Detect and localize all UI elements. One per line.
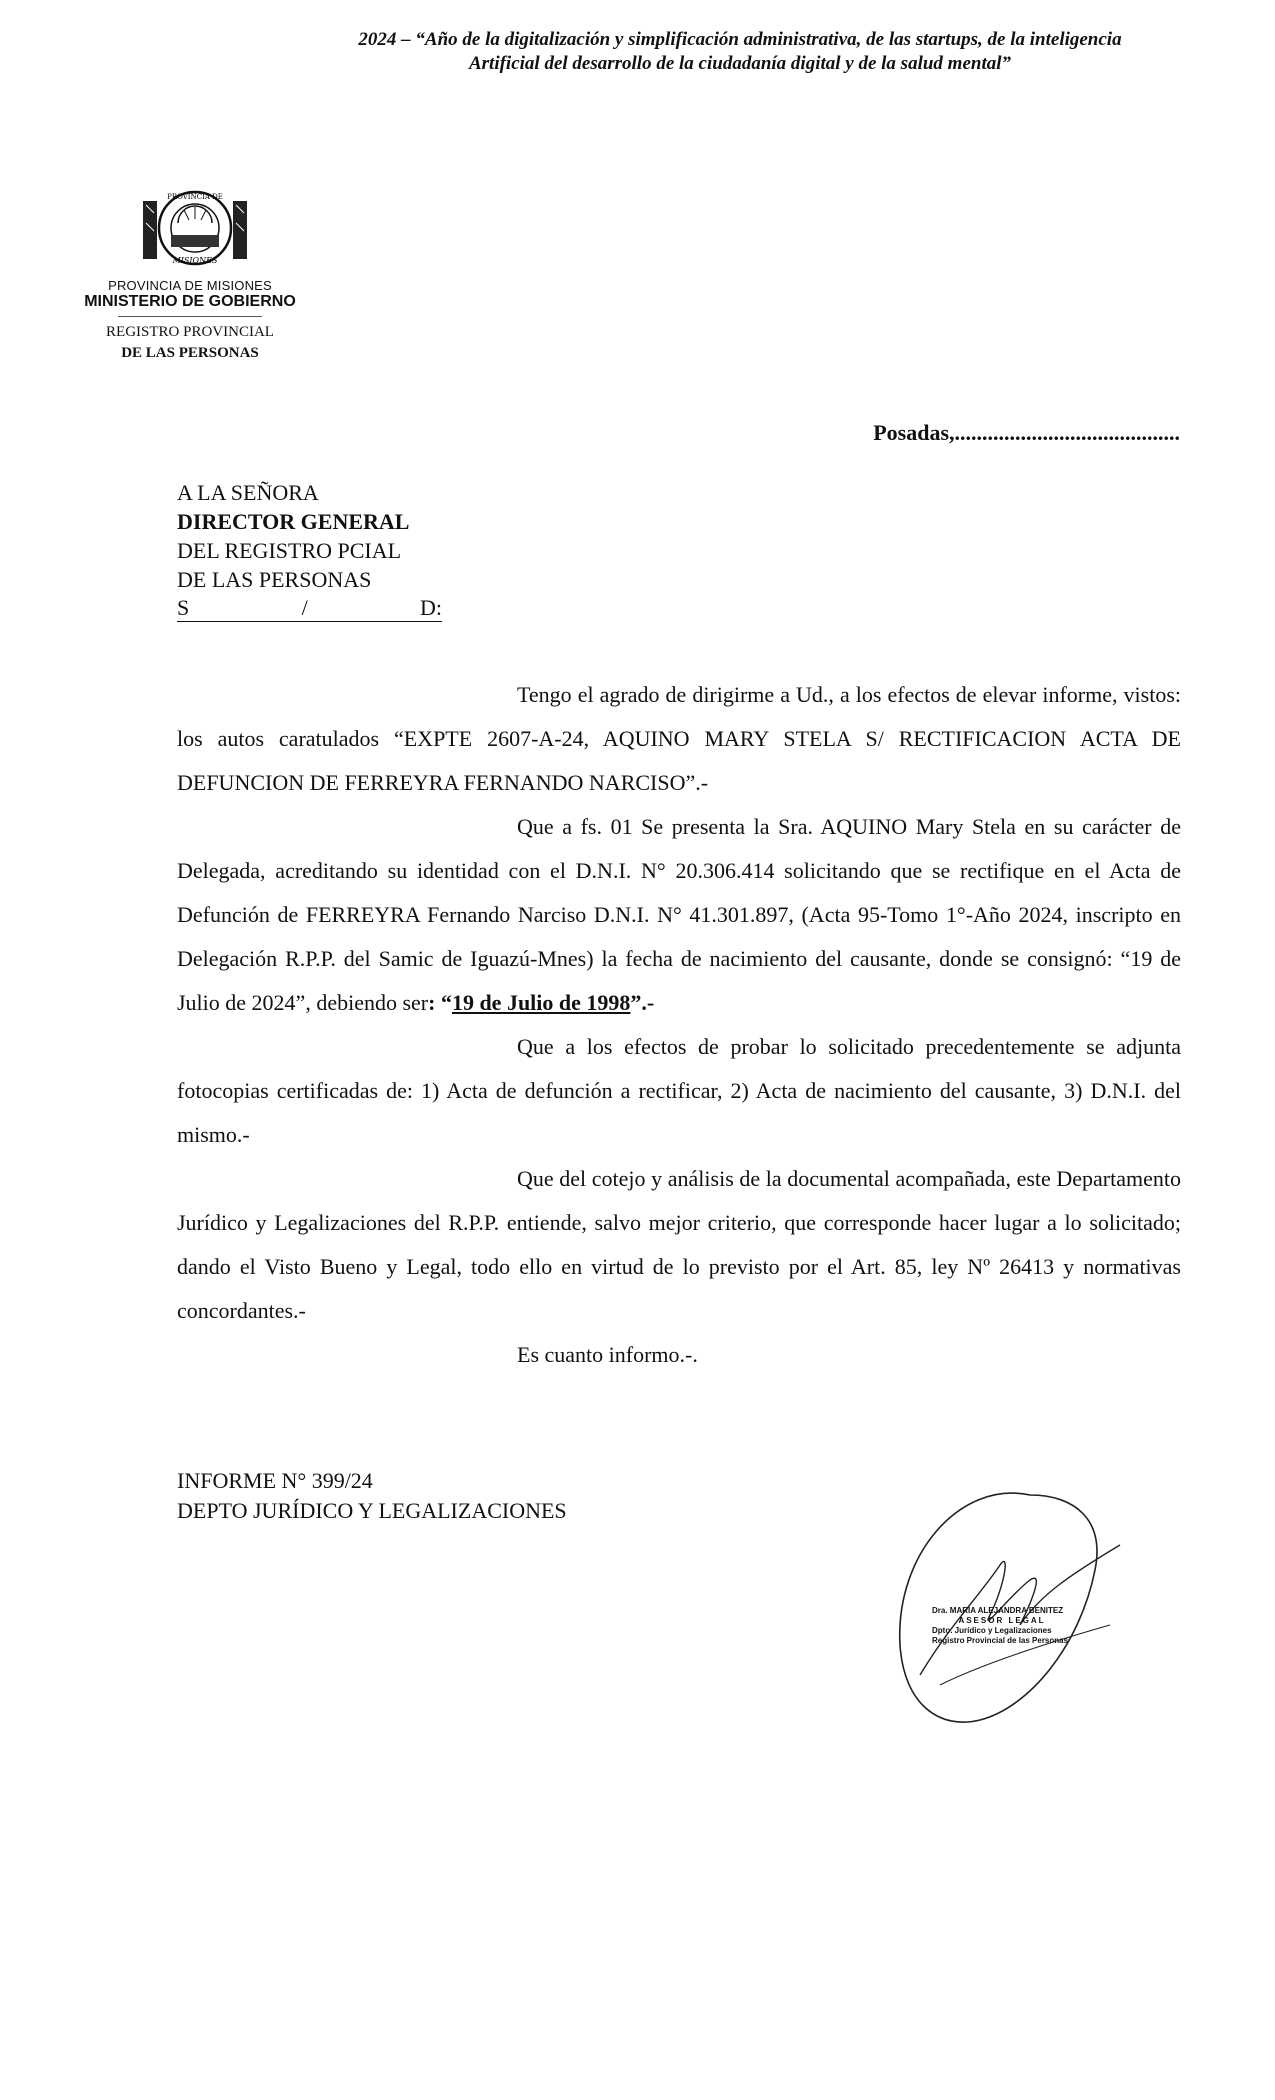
paragraph-2-main: Que a fs. 01 Se presenta la Sra. AQUINO Mary Stela en su carácter de Delegada, acreditando su identidad con el D.N.I. N° 20.306.414 solicitando que se rectifique en el Acta de Defunción de FERREYRA Fernando Narciso D.N.I. N° 41.301.897, (Acta 95-Tomo 1°-Año 2024, inscripto en Delegación R.P.P. del Samic de Iguazú-Mnes) la fecha de nacimiento del causante, donde se consignó: “19 de Julio de 2024”, debiendo ser xyxy=(177,814,1181,1015)
letter-body xyxy=(177,673,1181,1377)
report-number: INFORME N° 399/24 xyxy=(177,1468,373,1493)
addressee-line-3: DEL REGISTRO PCIAL xyxy=(177,538,402,563)
stamp-line-2: ASESOR LEGAL xyxy=(958,1616,1046,1625)
header-motto xyxy=(300,28,1180,76)
place-date: Posadas,......................................... xyxy=(873,420,1180,445)
paragraph-2-end: ”.- xyxy=(630,990,655,1015)
addressee-block xyxy=(177,478,442,622)
sd-d: D: xyxy=(420,595,442,620)
seal-text-top: PROVINCIA DE xyxy=(167,193,223,201)
seal-text-bottom: MISIONES xyxy=(172,256,218,265)
paragraph-5: Es cuanto informo.-. xyxy=(517,1342,698,1367)
sd-slash: / xyxy=(301,595,308,620)
motto-line-1: 2024 – “Año de la digitalización y simplificación administrativa, de las startups, de la inteligencia xyxy=(358,29,1122,50)
registry-line-1: REGISTRO PROVINCIAL xyxy=(106,324,274,340)
paragraph-2-open-quote: “ xyxy=(440,990,452,1015)
stamp-line-1: Dra. MARIA ALEJANDRA BENITEZ xyxy=(932,1606,1064,1615)
paragraph-2-colon: : xyxy=(428,990,441,1015)
addressee-line-4: DE LAS PERSONAS xyxy=(177,567,372,592)
paragraph-1: Tengo el agrado de dirigirme a Ud., a los efectos de elevar informe, vistos: los autos caratulados “EXPTE 2607-A-24, AQUINO MARY STELA S/ RECTIFICACION ACTA DE DEFUNCION DE FERREYRA FERNANDO NARCISO”.- xyxy=(177,682,1181,795)
registry-line-2: DE LAS PERSONAS xyxy=(121,345,259,361)
sd-s: S xyxy=(177,595,190,620)
corrected-birth-date: 19 de Julio de 1998 xyxy=(451,990,631,1015)
stamp-line-4: Registro Provincial de las Personas xyxy=(932,1636,1069,1645)
department-name: DEPTO JURÍDICO Y LEGALIZACIONES xyxy=(177,1498,567,1523)
stamp-line-3: Dpto. Jurídico y Legalizaciones xyxy=(932,1626,1052,1635)
handwritten-signature-icon xyxy=(880,1475,1130,1735)
motto-line-2: Artificial del desarrollo de la ciudadanía digital y de la salud mental” xyxy=(468,53,1012,74)
addressee-line-1: A LA SEÑORA xyxy=(177,480,319,505)
paragraph-3: Que a los efectos de probar lo solicitado precedentemente se adjunta fotocopias certificadas de: 1) Acta de defunción a rectificar, 2) Acta de nacimiento del causante, 3) D.N.I. del mismo.- xyxy=(177,1034,1181,1147)
paragraph-4: Que del cotejo y análisis de la documental acompañada, este Departamento Jurídico y Legalizaciones del R.P.P. entiende, salvo mejor criterio, que corresponde hacer lugar a lo solicitado; dando el Visto Bueno y Legal, todo ello en virtud de lo previsto por el Art. 85, ley Nº 26413 y normativas concordantes.- xyxy=(177,1166,1181,1323)
ministry-name: MINISTERIO DE GOBIERNO xyxy=(84,293,296,310)
province-name: PROVINCIA DE MISIONES xyxy=(108,278,272,293)
provincial-seal-icon xyxy=(140,183,250,278)
report-footer xyxy=(177,1466,567,1526)
letterhead-divider xyxy=(118,316,262,317)
addressee-sd-line xyxy=(177,594,442,622)
registry-name xyxy=(60,322,320,364)
legal-advisor-stamp xyxy=(932,1606,1072,1646)
paragraph-2 xyxy=(177,805,1181,1025)
addressee-line-2: DIRECTOR GENERAL xyxy=(177,509,410,534)
